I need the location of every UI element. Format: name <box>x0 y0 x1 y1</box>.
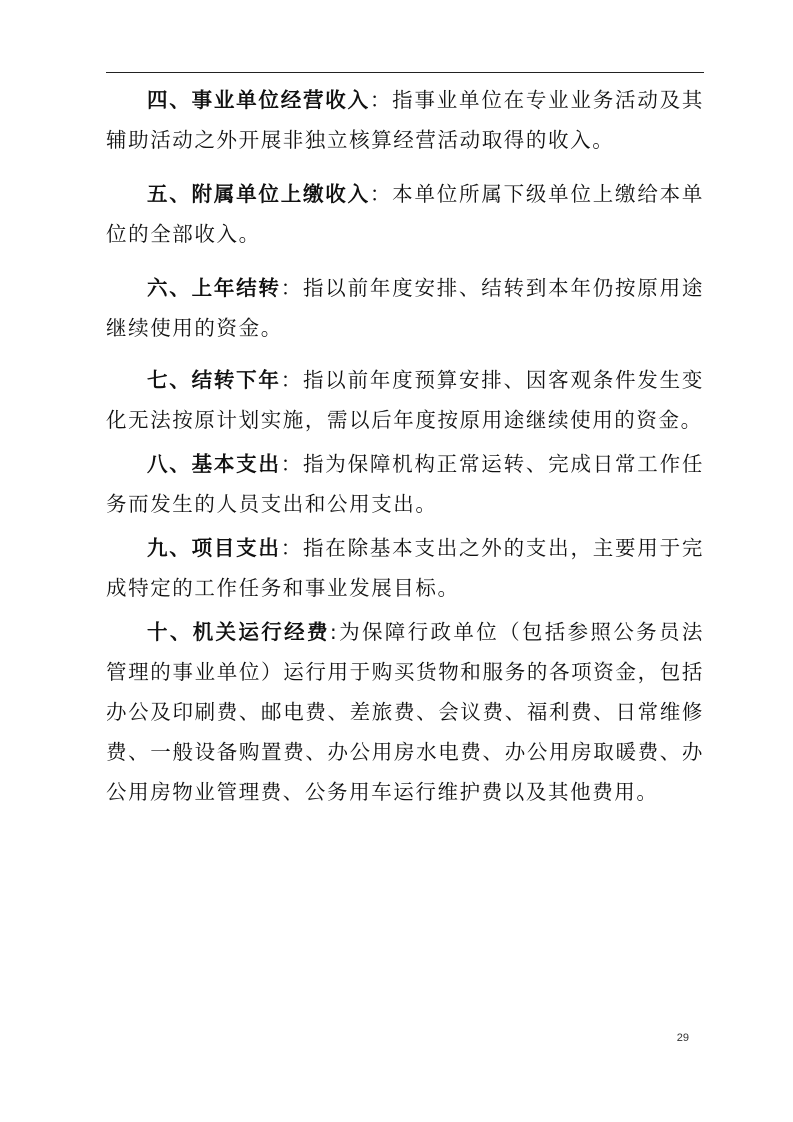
paragraph-text: 为保障行政单位（包括参照公务员法管理的事业单位）运行用于购买货物和服务的各项资金，包括办公及印刷费、邮电费、差旅费、会议费、福利费、日常维修费、一般设备购置费、办公用房水电费、办公用房取暖费、办公用房物业管理费、公务用车运行维护费以及其他费用。 <box>106 620 704 804</box>
paragraph-separator: ： <box>369 88 393 112</box>
paragraph-project-expenditure <box>106 528 704 608</box>
paragraph-text: 指事业单位在专业业务活动及其辅助活动之外开展非独立核算经营活动取得的收入。 <box>106 88 704 152</box>
paragraph-separator: ： <box>280 536 304 560</box>
paragraph-business-income <box>106 80 704 160</box>
page-number: 29 <box>676 1032 689 1044</box>
paragraph-term: 四、事业单位经营收入 <box>147 88 370 112</box>
paragraph-separator: ： <box>280 452 304 476</box>
paragraph-text: 指为保障机构正常运转、完成日常工作任务而发生的人员支出和公用支出。 <box>106 452 704 516</box>
paragraph-operating-funds <box>106 612 704 812</box>
paragraph-text: 本单位所属下级单位上缴给本单位的全部收入。 <box>106 182 704 246</box>
paragraph-separator: ： <box>280 276 304 300</box>
paragraph-text: 指以前年度预算安排、因客观条件发生变化无法按原计划实施，需以后年度按原用途继续使用的资金。 <box>106 368 704 432</box>
paragraph-prior-year-carryover <box>106 268 704 348</box>
paragraph-affiliate-income <box>106 174 704 254</box>
paragraph-text: 指以前年度安排、结转到本年仍按原用途继续使用的资金。 <box>106 276 704 340</box>
paragraph-term: 五、附属单位上缴收入 <box>147 182 370 206</box>
paragraph-separator: ： <box>369 182 393 206</box>
paragraph-term: 十、机关运行经费 <box>147 620 330 644</box>
document-body <box>106 80 704 812</box>
paragraph-term: 九、项目支出 <box>147 536 281 560</box>
paragraph-term: 八、基本支出 <box>147 452 281 476</box>
paragraph-separator: ： <box>280 368 304 392</box>
header-rule <box>106 72 704 73</box>
paragraph-basic-expenditure <box>106 444 704 524</box>
paragraph-term: 七、结转下年 <box>147 368 281 392</box>
paragraph-separator: : <box>329 620 339 644</box>
paragraph-next-year-carryover <box>106 360 704 440</box>
paragraph-term: 六、上年结转 <box>147 276 281 300</box>
paragraph-text: 指在除基本支出之外的支出，主要用于完成特定的工作任务和事业发展目标。 <box>106 536 704 600</box>
